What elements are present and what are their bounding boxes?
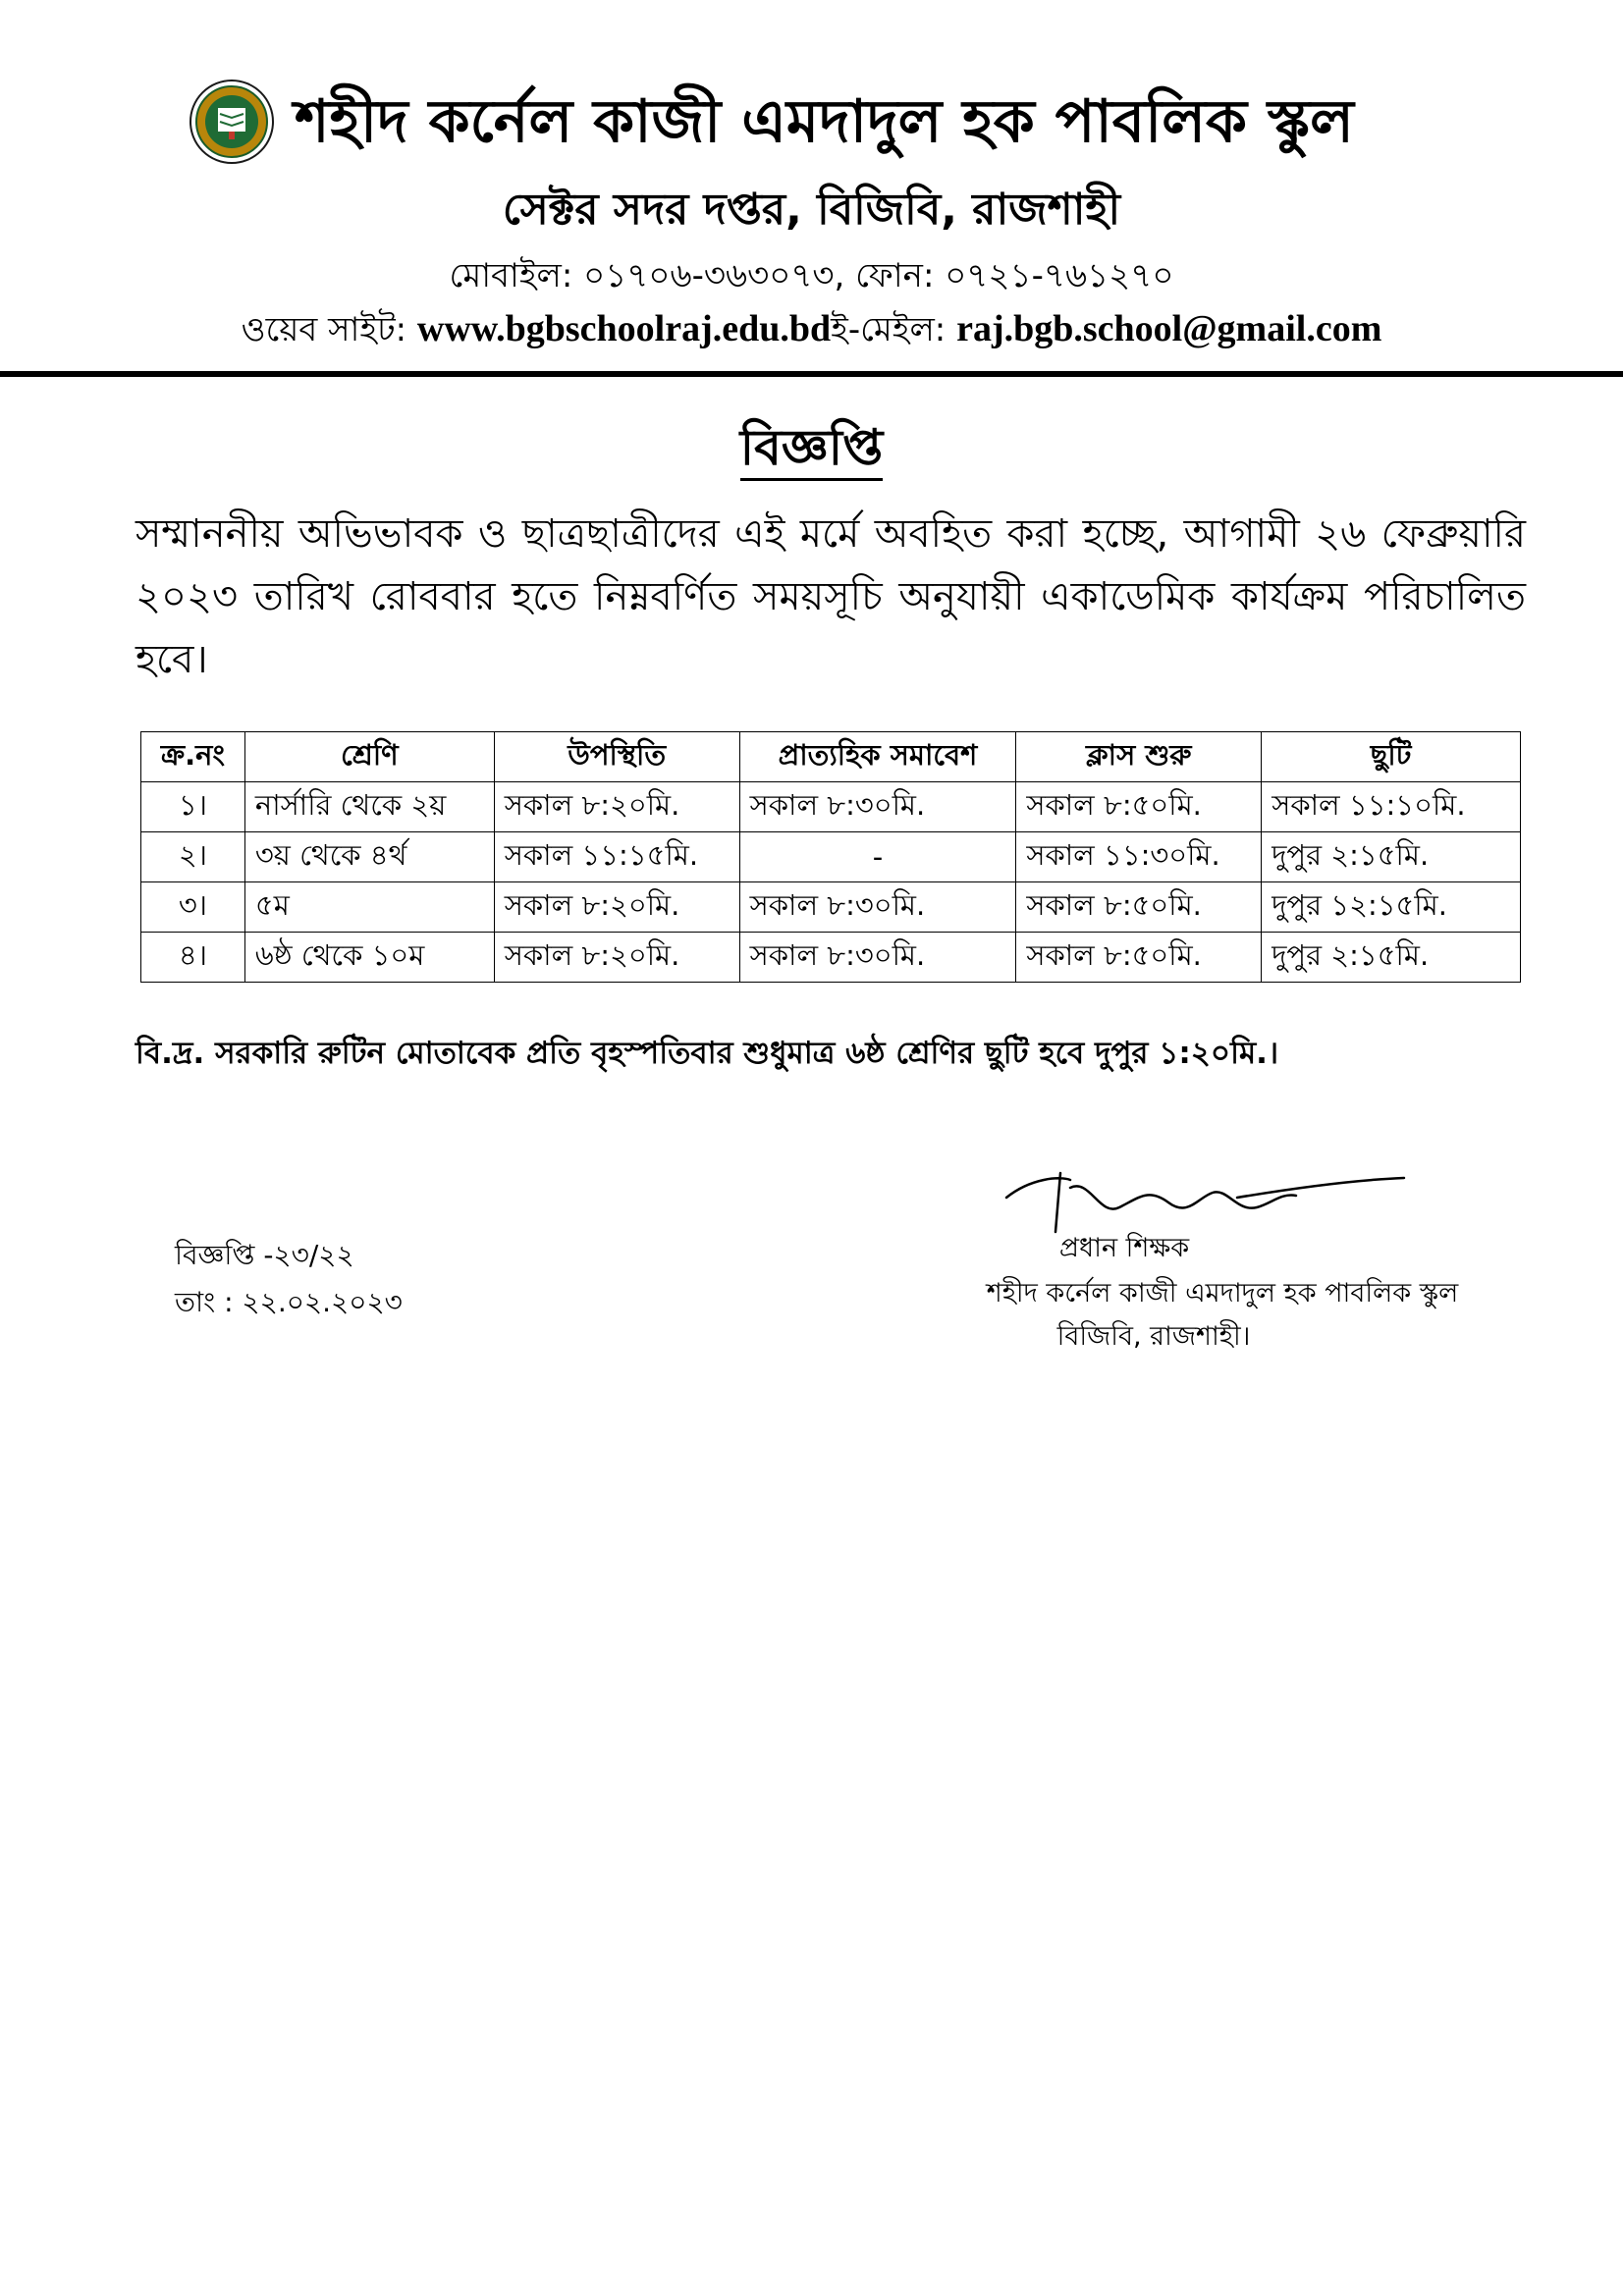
table-cell: সকাল ৮:২০মি. — [494, 782, 739, 832]
column-header-dismissal: ছুটি — [1262, 732, 1521, 782]
column-header-serial: ক্র.নং — [141, 732, 245, 782]
table-cell: সকাল ৮:২০মি. — [494, 882, 739, 933]
table-cell: দুপুর ২:১৫মি. — [1262, 933, 1521, 983]
table-row — [141, 832, 1521, 882]
email-label: ই-মেইল: — [831, 310, 947, 349]
notice-reference-number: বিজ্ঞপ্তি -২৩/২২ — [175, 1239, 354, 1271]
table-cell: সকাল ৮:৩০মি. — [739, 882, 1016, 933]
table-cell: দুপুর ২:১৫মি. — [1262, 832, 1521, 882]
column-header-assembly: প্রাত্যহিক সমাবেশ — [739, 732, 1016, 782]
notice-title-text: বিজ্ঞপ্তি — [740, 419, 883, 481]
notice-date: তাং : ২২.০২.২০২৩ — [175, 1286, 403, 1318]
table-cell: ৩য় থেকে ৪র্থ — [244, 832, 494, 882]
column-header-class-start: ক্লাস শুরু — [1016, 732, 1262, 782]
table-cell: - — [739, 832, 1016, 882]
table-row — [141, 933, 1521, 983]
table-cell: ৬ষ্ঠ থেকে ১০ম — [244, 933, 494, 983]
table-cell: সকাল ৮:৫০মি. — [1016, 882, 1262, 933]
table-cell: সকাল ১১:৩০মি. — [1016, 832, 1262, 882]
notice-title — [0, 416, 1623, 479]
school-address: সেক্টর সদর দপ্তর, বিজিবি, রাজশাহী — [502, 185, 1121, 235]
signatory-title: প্রধান শিক্ষক — [1058, 1233, 1190, 1263]
table-cell: ৪। — [141, 933, 245, 983]
table-row — [141, 882, 1521, 933]
table-cell: সকাল ৮:৩০মি. — [739, 933, 1016, 983]
website-link[interactable]: www.bgbschoolraj.edu.bd — [416, 308, 832, 349]
email-link[interactable]: raj.bgb.school@gmail.com — [956, 308, 1382, 349]
table-cell: সকাল ১১:১৫মি. — [494, 832, 739, 882]
table-cell: দুপুর ১২:১৫মি. — [1262, 882, 1521, 933]
table-cell: নার্সারি থেকে ২য় — [244, 782, 494, 832]
contact-phones: মোবাইল: ০১৭০৬-৩৬৩০৭৩, ফোন: ০৭২১-৭৬১২৭০ — [449, 256, 1174, 295]
school-crest-logo — [189, 79, 275, 165]
signatory-place: বিজিবি, রাজশাহী। — [1056, 1321, 1251, 1352]
table-cell: ১। — [141, 782, 245, 832]
contact-web-line — [0, 306, 1623, 352]
table-cell: সকাল ১১:১০মি. — [1262, 782, 1521, 832]
table-cell: সকাল ৮:২০মি. — [494, 933, 739, 983]
footnote-note: বি.দ্র. সরকারি রুটিন মোতাবেক প্রতি বৃহস্পতিবার শুধুমাত্র ৬ষ্ঠ শ্রেণির ছুটি হবে দুপুর ১:২০মি.। — [135, 1036, 1279, 1071]
school-name: শহীদ কর্নেল কাজী এমদাদুল হক পাবলিক স্কুল — [295, 87, 1354, 156]
table-cell: ৫ম — [244, 882, 494, 933]
table-cell: সকাল ৮:৩০মি. — [739, 782, 1016, 832]
table-cell: সকাল ৮:৫০মি. — [1016, 933, 1262, 983]
schedule-table — [140, 731, 1521, 983]
table-header-row — [141, 732, 1521, 782]
column-header-class: শ্রেণি — [244, 732, 494, 782]
website-label: ওয়েব সাইট: — [241, 310, 407, 349]
column-header-attendance: উপস্থিতি — [494, 732, 739, 782]
table-cell: ৩। — [141, 882, 245, 933]
notice-body: সম্মাননীয় অভিভাবক ও ছাত্রছাত্রীদের এই মর্মে অবহিত করা হচ্ছে, আগামী ২৬ ফেব্রুয়ারি ২০২৩ তারিখ রোববার হতে নিম্নবর্ণিত সময়সূচি অনুযায়ী একাডেমিক কার্যক্রম পরিচালিত হবে। — [135, 511, 1526, 682]
table-row — [141, 782, 1521, 832]
table-cell: ২। — [141, 832, 245, 882]
signatory-school: শহীদ কর্নেল কাজী এমদাদুল হক পাবলিক স্কুল — [986, 1278, 1459, 1308]
table-cell: সকাল ৮:৫০মি. — [1016, 782, 1262, 832]
header-divider — [0, 371, 1623, 377]
